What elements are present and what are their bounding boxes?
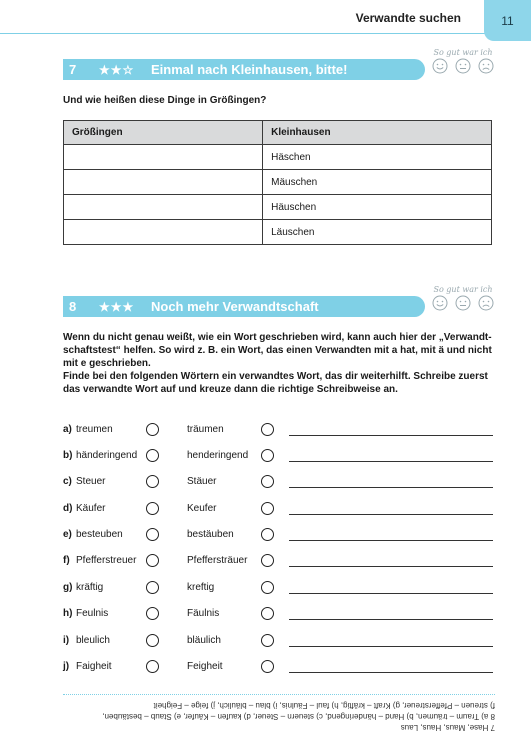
task-7-self-rating xyxy=(432,48,494,74)
exercise-row-b xyxy=(63,448,493,464)
option-2-checkbox[interactable] xyxy=(261,554,274,567)
neutral-face-icon[interactable] xyxy=(455,295,471,311)
answer-line[interactable] xyxy=(289,566,493,567)
exercise-row-f xyxy=(63,553,493,569)
answer-cell[interactable] xyxy=(64,195,263,220)
word-cell: Mäuschen xyxy=(263,170,492,195)
exercise-label: b) xyxy=(63,450,73,461)
option-1-checkbox[interactable] xyxy=(146,475,159,488)
header-rule xyxy=(0,33,485,34)
answer-key-line-3: f) streuen – Pfefferstreuer, g) Kraft – kräftig, h) faul – Fäulnis, i) blau – bläulich, j) feige – Feigheit xyxy=(153,701,495,710)
answer-key-line-2: 8 a) Traum – träumen, b) Hand – händeringend, c) steuern – Steuer, d) kaufen – Käufer, e) Staub – bestäuben, xyxy=(102,712,495,721)
exercise-label: i) xyxy=(63,635,70,646)
exercise-label: g) xyxy=(63,582,73,593)
task-8-instructions xyxy=(63,331,495,396)
option-1-checkbox[interactable] xyxy=(146,554,159,567)
task-7-title: Einmal nach Kleinhausen, bitte! xyxy=(151,62,348,77)
page-number: 11 xyxy=(501,13,514,28)
happy-face-icon[interactable] xyxy=(432,58,448,74)
sad-face-icon[interactable] xyxy=(478,58,494,74)
table-header-row xyxy=(64,121,492,145)
option-2-checkbox[interactable] xyxy=(261,502,274,515)
exercise-row-e xyxy=(63,527,493,543)
exercise-row-i xyxy=(63,633,493,649)
exercise-label: f) xyxy=(63,555,70,566)
answer-divider xyxy=(63,694,495,696)
task-8-self-rating xyxy=(432,285,494,311)
word-option-1: Steuer xyxy=(76,476,106,487)
word-option-1: treumen xyxy=(76,424,113,435)
word-option-2: Feigheit xyxy=(187,661,223,672)
exercise-row-h xyxy=(63,606,493,622)
word-option-1: Käufer xyxy=(76,503,106,514)
word-option-1: kräftig xyxy=(76,582,104,593)
task-7-question: Und wie heißen diese Dinge in Größingen? xyxy=(63,95,267,106)
exercise-row-c xyxy=(63,474,493,490)
exercise-row-d xyxy=(63,501,493,517)
answer-line[interactable] xyxy=(289,619,493,620)
table-row xyxy=(64,220,492,245)
answer-cell[interactable] xyxy=(64,170,263,195)
option-2-checkbox[interactable] xyxy=(261,660,274,673)
task-7-number: 7 xyxy=(69,62,77,77)
sad-face-icon[interactable] xyxy=(478,295,494,311)
table-row xyxy=(64,145,492,170)
option-2-checkbox[interactable] xyxy=(261,581,274,594)
task-7-header xyxy=(63,59,425,80)
task-8-number: 8 xyxy=(69,299,77,314)
exercise-label: d) xyxy=(63,503,73,514)
rating-label: So gut war ich xyxy=(433,48,493,57)
word-option-2: Fäulnis xyxy=(187,608,220,619)
neutral-face-icon[interactable] xyxy=(455,58,471,74)
answer-cell[interactable] xyxy=(64,145,263,170)
page-number-tab xyxy=(484,0,531,41)
task-8-difficulty-stars: ★★★ xyxy=(99,299,135,314)
option-1-checkbox[interactable] xyxy=(146,502,159,515)
option-2-checkbox[interactable] xyxy=(261,475,274,488)
exercise-label: c) xyxy=(63,476,72,487)
chapter-title: Verwandte suchen xyxy=(355,11,461,25)
option-1-checkbox[interactable] xyxy=(146,607,159,620)
word-option-2: Pfeffersträuer xyxy=(187,555,248,566)
option-1-checkbox[interactable] xyxy=(146,449,159,462)
column-header-kleinhausen: Kleinhausen xyxy=(263,121,492,145)
answer-line[interactable] xyxy=(289,435,493,436)
option-2-checkbox[interactable] xyxy=(261,528,274,541)
option-1-checkbox[interactable] xyxy=(146,581,159,594)
word-cell: Häuschen xyxy=(263,195,492,220)
answer-key-line-1: 7 Hase, Maus, Haus, Laus xyxy=(400,723,495,732)
task-7-difficulty-stars: ★★☆ xyxy=(99,62,135,77)
exercise-row-a xyxy=(63,422,493,438)
word-cell: Läuschen xyxy=(263,220,492,245)
answer-key xyxy=(63,700,495,733)
option-1-checkbox[interactable] xyxy=(146,423,159,436)
option-2-checkbox[interactable] xyxy=(261,423,274,436)
happy-face-icon[interactable] xyxy=(432,295,448,311)
word-cell: Häschen xyxy=(263,145,492,170)
answer-cell[interactable] xyxy=(64,220,263,245)
rating-label: So gut war ich xyxy=(433,285,493,294)
answer-line[interactable] xyxy=(289,540,493,541)
table-row xyxy=(64,170,492,195)
column-header-groessingen: Größingen xyxy=(64,121,263,145)
option-1-checkbox[interactable] xyxy=(146,634,159,647)
task-8-title: Noch mehr Verwandtschaft xyxy=(151,299,319,314)
word-option-2: Keufer xyxy=(187,503,217,514)
exercise-label: h) xyxy=(63,608,73,619)
instructions-paragraph-1: Wenn du nicht genau weißt, wie ein Wort geschrieben wird, kann auch hier der „Verwandt-schaftstest“ helfen. So wird z. B. ein Wort, das einen Verwandten mit a hat, mit ä und nicht mit e geschrieben. xyxy=(63,332,492,369)
instructions-paragraph-2: Finde bei den folgenden Wörtern ein verwandtes Wort, das dir weiterhilft. Schreibe zuerst das verwandte Wort auf und kreuze dann die richtige Schreibweise an. xyxy=(63,371,488,395)
word-option-2: bläulich xyxy=(187,635,221,646)
exercise-label: j) xyxy=(63,661,70,672)
option-1-checkbox[interactable] xyxy=(146,528,159,541)
word-option-2: träumen xyxy=(187,424,224,435)
exercise-label: e) xyxy=(63,529,72,540)
word-option-2: bestäuben xyxy=(187,529,234,540)
word-option-1: Faigheit xyxy=(76,661,112,672)
answer-line[interactable] xyxy=(289,487,493,488)
option-2-checkbox[interactable] xyxy=(261,449,274,462)
answer-line[interactable] xyxy=(289,593,493,594)
exercise-label: a) xyxy=(63,424,72,435)
table-row xyxy=(64,195,492,220)
word-option-2: henderingend xyxy=(187,450,249,461)
word-option-1: Pfefferstreuer xyxy=(76,555,137,566)
exercise-row-j xyxy=(63,659,493,675)
answer-line[interactable] xyxy=(289,672,493,673)
answer-line[interactable] xyxy=(289,646,493,647)
word-option-1: händeringend xyxy=(76,450,138,461)
answer-line[interactable] xyxy=(289,514,493,515)
task-8-header xyxy=(63,296,425,317)
word-option-1: Feulnis xyxy=(76,608,109,619)
word-option-1: bleulich xyxy=(76,635,110,646)
answer-line[interactable] xyxy=(289,461,493,462)
word-table xyxy=(63,120,492,245)
option-2-checkbox[interactable] xyxy=(261,634,274,647)
word-option-1: besteuben xyxy=(76,529,123,540)
option-2-checkbox[interactable] xyxy=(261,607,274,620)
exercise-row-g xyxy=(63,580,493,596)
word-option-2: Stäuer xyxy=(187,476,217,487)
word-option-2: kreftig xyxy=(187,582,215,593)
option-1-checkbox[interactable] xyxy=(146,660,159,673)
